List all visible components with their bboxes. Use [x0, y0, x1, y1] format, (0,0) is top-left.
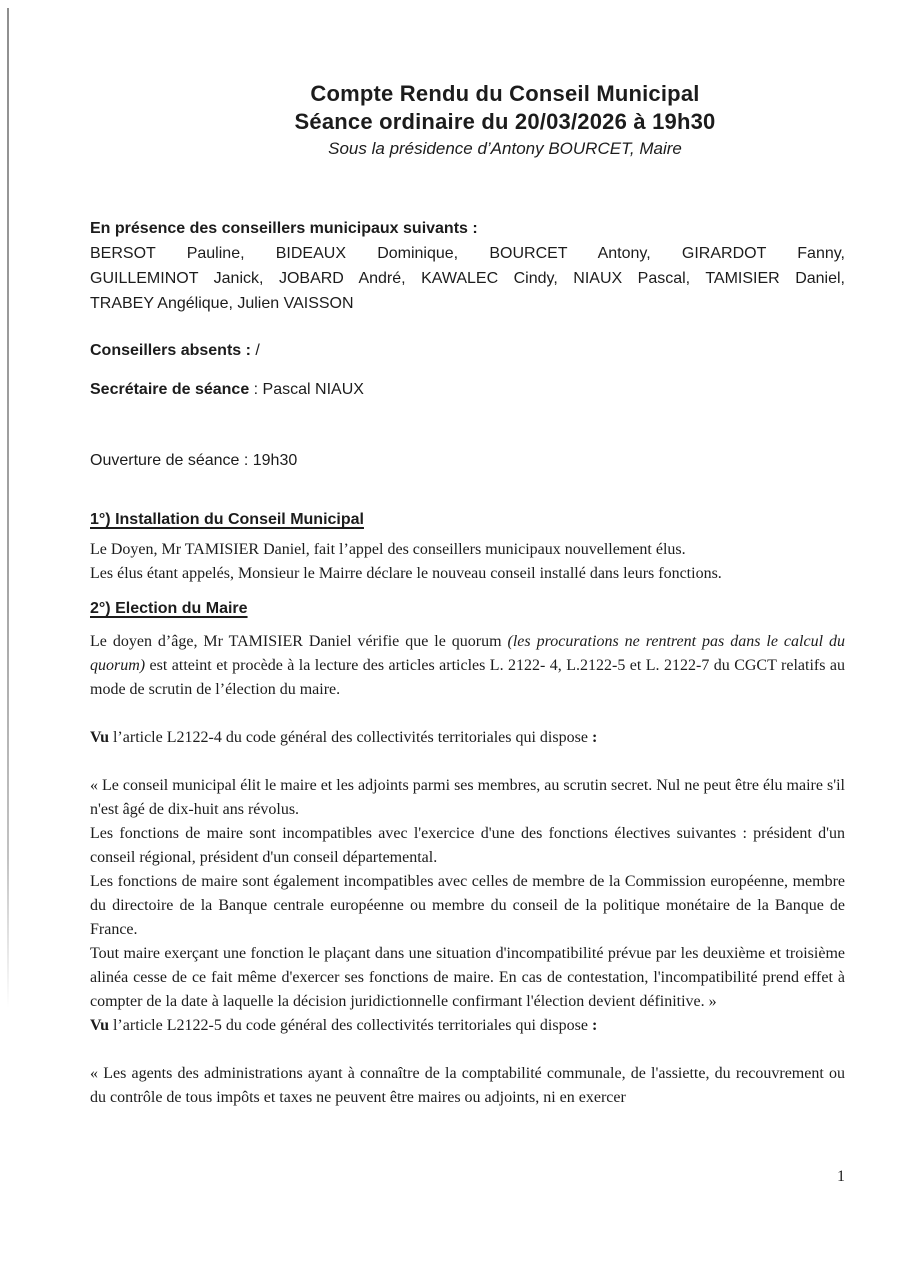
attendance-heading: En présence des conseillers municipaux suivants :	[90, 220, 478, 237]
attendance-names-line: GUILLEMINOT Janick, JOBARD André, KAWALEC Cindy, NIAUX Pascal, TAMISIER Daniel,	[90, 270, 845, 287]
legal-citation-l2122-4	[90, 726, 845, 750]
absent-councillors-value: /	[255, 342, 260, 359]
document-title-line2: Séance ordinaire du 20/03/2026 à 19h30	[294, 109, 716, 134]
section-2-intro	[90, 630, 845, 702]
citation-text: l’article L2122-5 du code général des collectivités territoriales qui dispose	[108, 1017, 592, 1034]
document-title-line1: Compte Rendu du Conseil Municipal	[310, 81, 700, 106]
document-header	[90, 80, 845, 160]
document-page	[90, 0, 845, 1110]
legal-quote-paragraph-2: Les fonctions de maire sont incompatibles avec l'exercice d'une des fonctions électives suivantes : président d'un conseil régional, président d'un conseil départemental.	[90, 825, 845, 866]
session-opening-line: Ouverture de séance : 19h30	[90, 452, 298, 469]
legal-quote-paragraph-1: « Le conseil municipal élit le maire et les adjoints parmi ses membres, au scrutin secret. Nul ne peut être élu maire s'il n'est âgé de dix-huit ans révolus.	[90, 777, 845, 818]
section-1-body-line2: Les élus étant appelés, Monsieur le Mairre déclare le nouveau conseil installé dans leurs fonctions.	[90, 565, 722, 582]
citation-vu-keyword: Vu	[90, 729, 109, 746]
attendance-names	[90, 241, 845, 316]
section-2-heading: 2°) Election du Maire	[90, 600, 248, 617]
legal-quote-paragraph-3: Les fonctions de maire sont également incompatibles avec celles de membre de la Commission européenne, membre du directoire de la Banque centrale européenne ou membre du conseil de la politique monétaire de la Banque de France.	[90, 873, 845, 938]
legal-quote-paragraph-4: Tout maire exerçant une fonction le plaçant dans une situation d'incompatibilité prévue par les deuxième et troisième alinéa cesse de ce fait même d'exercer ses fonctions de maire. En cas de contestation, l'incompatibilité prend effet à compter de la date à laquelle la décision juridictionnelle confirmant l'élection devient définitive. »	[90, 945, 845, 1010]
session-secretary-line	[90, 377, 845, 402]
section-2-intro-parenthetical: (les procurations ne rentrent pas dans le calcul du quorum)	[90, 633, 845, 674]
attendance-names-line: TRABEY Angélique, Julien VAISSON	[90, 295, 354, 312]
citation-colon: :	[591, 729, 598, 746]
absent-councillors-line	[90, 338, 845, 363]
section-1-heading: 1°) Installation du Conseil Municipal	[90, 511, 364, 528]
scan-edge-artifact	[7, 8, 9, 1008]
section-1-body	[90, 538, 845, 586]
section-2-intro-text: Le doyen d’âge, Mr TAMISIER Daniel vérifie que le quorum	[90, 633, 508, 650]
attendance-names-line: BERSOT Pauline, BIDEAUX Dominique, BOURCET Antony, GIRARDOT Fanny,	[90, 245, 845, 262]
absent-councillors-label: Conseillers absents :	[90, 342, 251, 359]
session-secretary-label: Secrétaire de séance	[90, 381, 250, 398]
citation-text: l’article L2122-4 du code général des collectivités territoriales qui dispose	[108, 729, 592, 746]
citation-vu-keyword: Vu	[90, 1017, 109, 1034]
citation-colon: :	[591, 1017, 598, 1034]
page-number: 1	[837, 1168, 845, 1185]
session-secretary-value: : Pascal NIAUX	[249, 381, 364, 398]
legal-citation-l2122-5	[90, 1014, 845, 1038]
section-2-intro-text-cont: est atteint et procède à la lecture des articles articles L. 2122- 4, L.2122-5 et L. 2122-7 du CGCT relatifs au mode de scrutin de l’élection du maire.	[90, 657, 845, 698]
section-1-body-line1: Le Doyen, Mr TAMISIER Daniel, fait l’appel des conseillers municipaux nouvellement élus.	[90, 541, 686, 558]
legal-quote-paragraph-5: « Les agents des administrations ayant à connaître de la comptabilité communale, de l'assiette, du recouvrement ou du contrôle de tous impôts et taxes ne peuvent être maires ou adjoints, ni en exercer	[90, 1065, 845, 1106]
document-subtitle: Sous la présidence d’Antony BOURCET, Maire	[328, 139, 682, 158]
